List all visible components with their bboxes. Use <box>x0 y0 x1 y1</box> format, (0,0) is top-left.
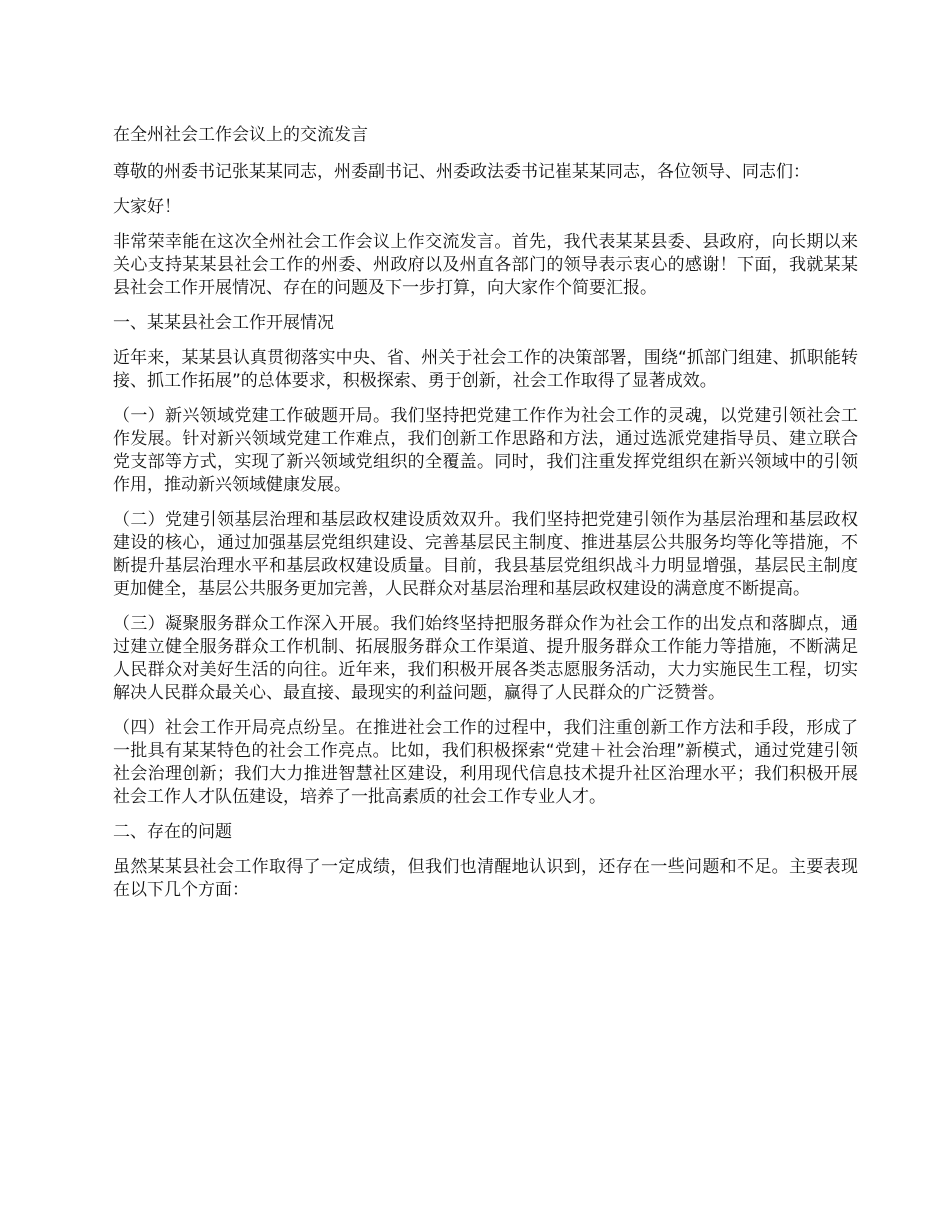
section-overview: 近年来，某某县认真贯彻落实中央、省、州关于社会工作的决策部署，围绕“抓部门组建、抓职能转接、抓工作拓展”的总体要求，积极探索、勇于创新，社会工作取得了显著成效。 <box>113 348 858 391</box>
salutation: 尊敬的州委书记张某某同志，州委副书记、州委政法委书记崔某某同志，各位领导、同志们： <box>113 162 810 182</box>
section-item: （二）党建引领基层治理和基层政权建设质效双升。我们坚持把党建引领作为基层治理和基层政权建设的核心，通过加强基层党组织建设、完善基层民主制度、推进基层公共服务均等化等措施，不断提升基层治理水平和基层政权建设质量。目前，我县基层党组织战斗力明显增强，基层民主制度更加健全，基层公共服务更加完善，人民群众对基层治理和基层政权建设的满意度不断提高。 <box>113 510 858 599</box>
section-heading: 二、存在的问题 <box>113 822 232 842</box>
section-overview: 虽然某某县社会工作取得了一定成绩，但我们也清醒地认识到，还存在一些问题和不足。主要表现在以下几个方面： <box>113 857 858 900</box>
intro-paragraph: 非常荣幸能在这次全州社会工作会议上作交流发言。首先，我代表某某县委、县政府，向长期以来关心支持某某县社会工作的州委、州政府以及州直各部门的领导表示衷心的感谢！下面，我就某某县社会工作开展情况、存在的问题及下一步打算，向大家作个简要汇报。 <box>113 232 858 298</box>
section-item: （三）凝聚服务群众工作深入开展。我们始终坚持把服务群众作为社会工作的出发点和落脚点，通过建立健全服务群众工作机制、拓展服务群众工作渠道、提升服务群众工作能力等措施，不断满足人民群众对美好生活的向往。近年来，我们积极开展各类志愿服务活动，大力实施民生工程，切实解决人民群众最关心、最直接、最现实的利益问题，赢得了人民群众的广泛赞誉。 <box>113 614 858 703</box>
section-item: （一）新兴领域党建工作破题开局。我们坚持把党建工作作为社会工作的灵魂，以党建引领社会工作发展。针对新兴领域党建工作难点，我们创新工作思路和方法，通过选派党建指导员、建立联合党支部等方式，实现了新兴领域党组织的全覆盖。同时，我们注重发挥党组织在新兴领域中的引领作用，推动新兴领域健康发展。 <box>113 406 858 495</box>
section-item: （四）社会工作开局亮点纷呈。在推进社会工作的过程中，我们注重创新工作方法和手段，形成了一批具有某某特色的社会工作亮点。比如，我们积极探索“党建＋社会治理”新模式，通过党建引领社会治理创新；我们大力推进智慧社区建设，利用现代信息技术提升社区治理水平；我们积极开展社会工作人才队伍建设，培养了一批高素质的社会工作专业人才。 <box>113 718 858 807</box>
greeting: 大家好！ <box>113 197 181 217</box>
document-page <box>113 124 858 914</box>
document-title: 在全州社会工作会议上的交流发言 <box>113 125 368 145</box>
section-heading: 一、某某县社会工作开展情况 <box>113 313 334 333</box>
